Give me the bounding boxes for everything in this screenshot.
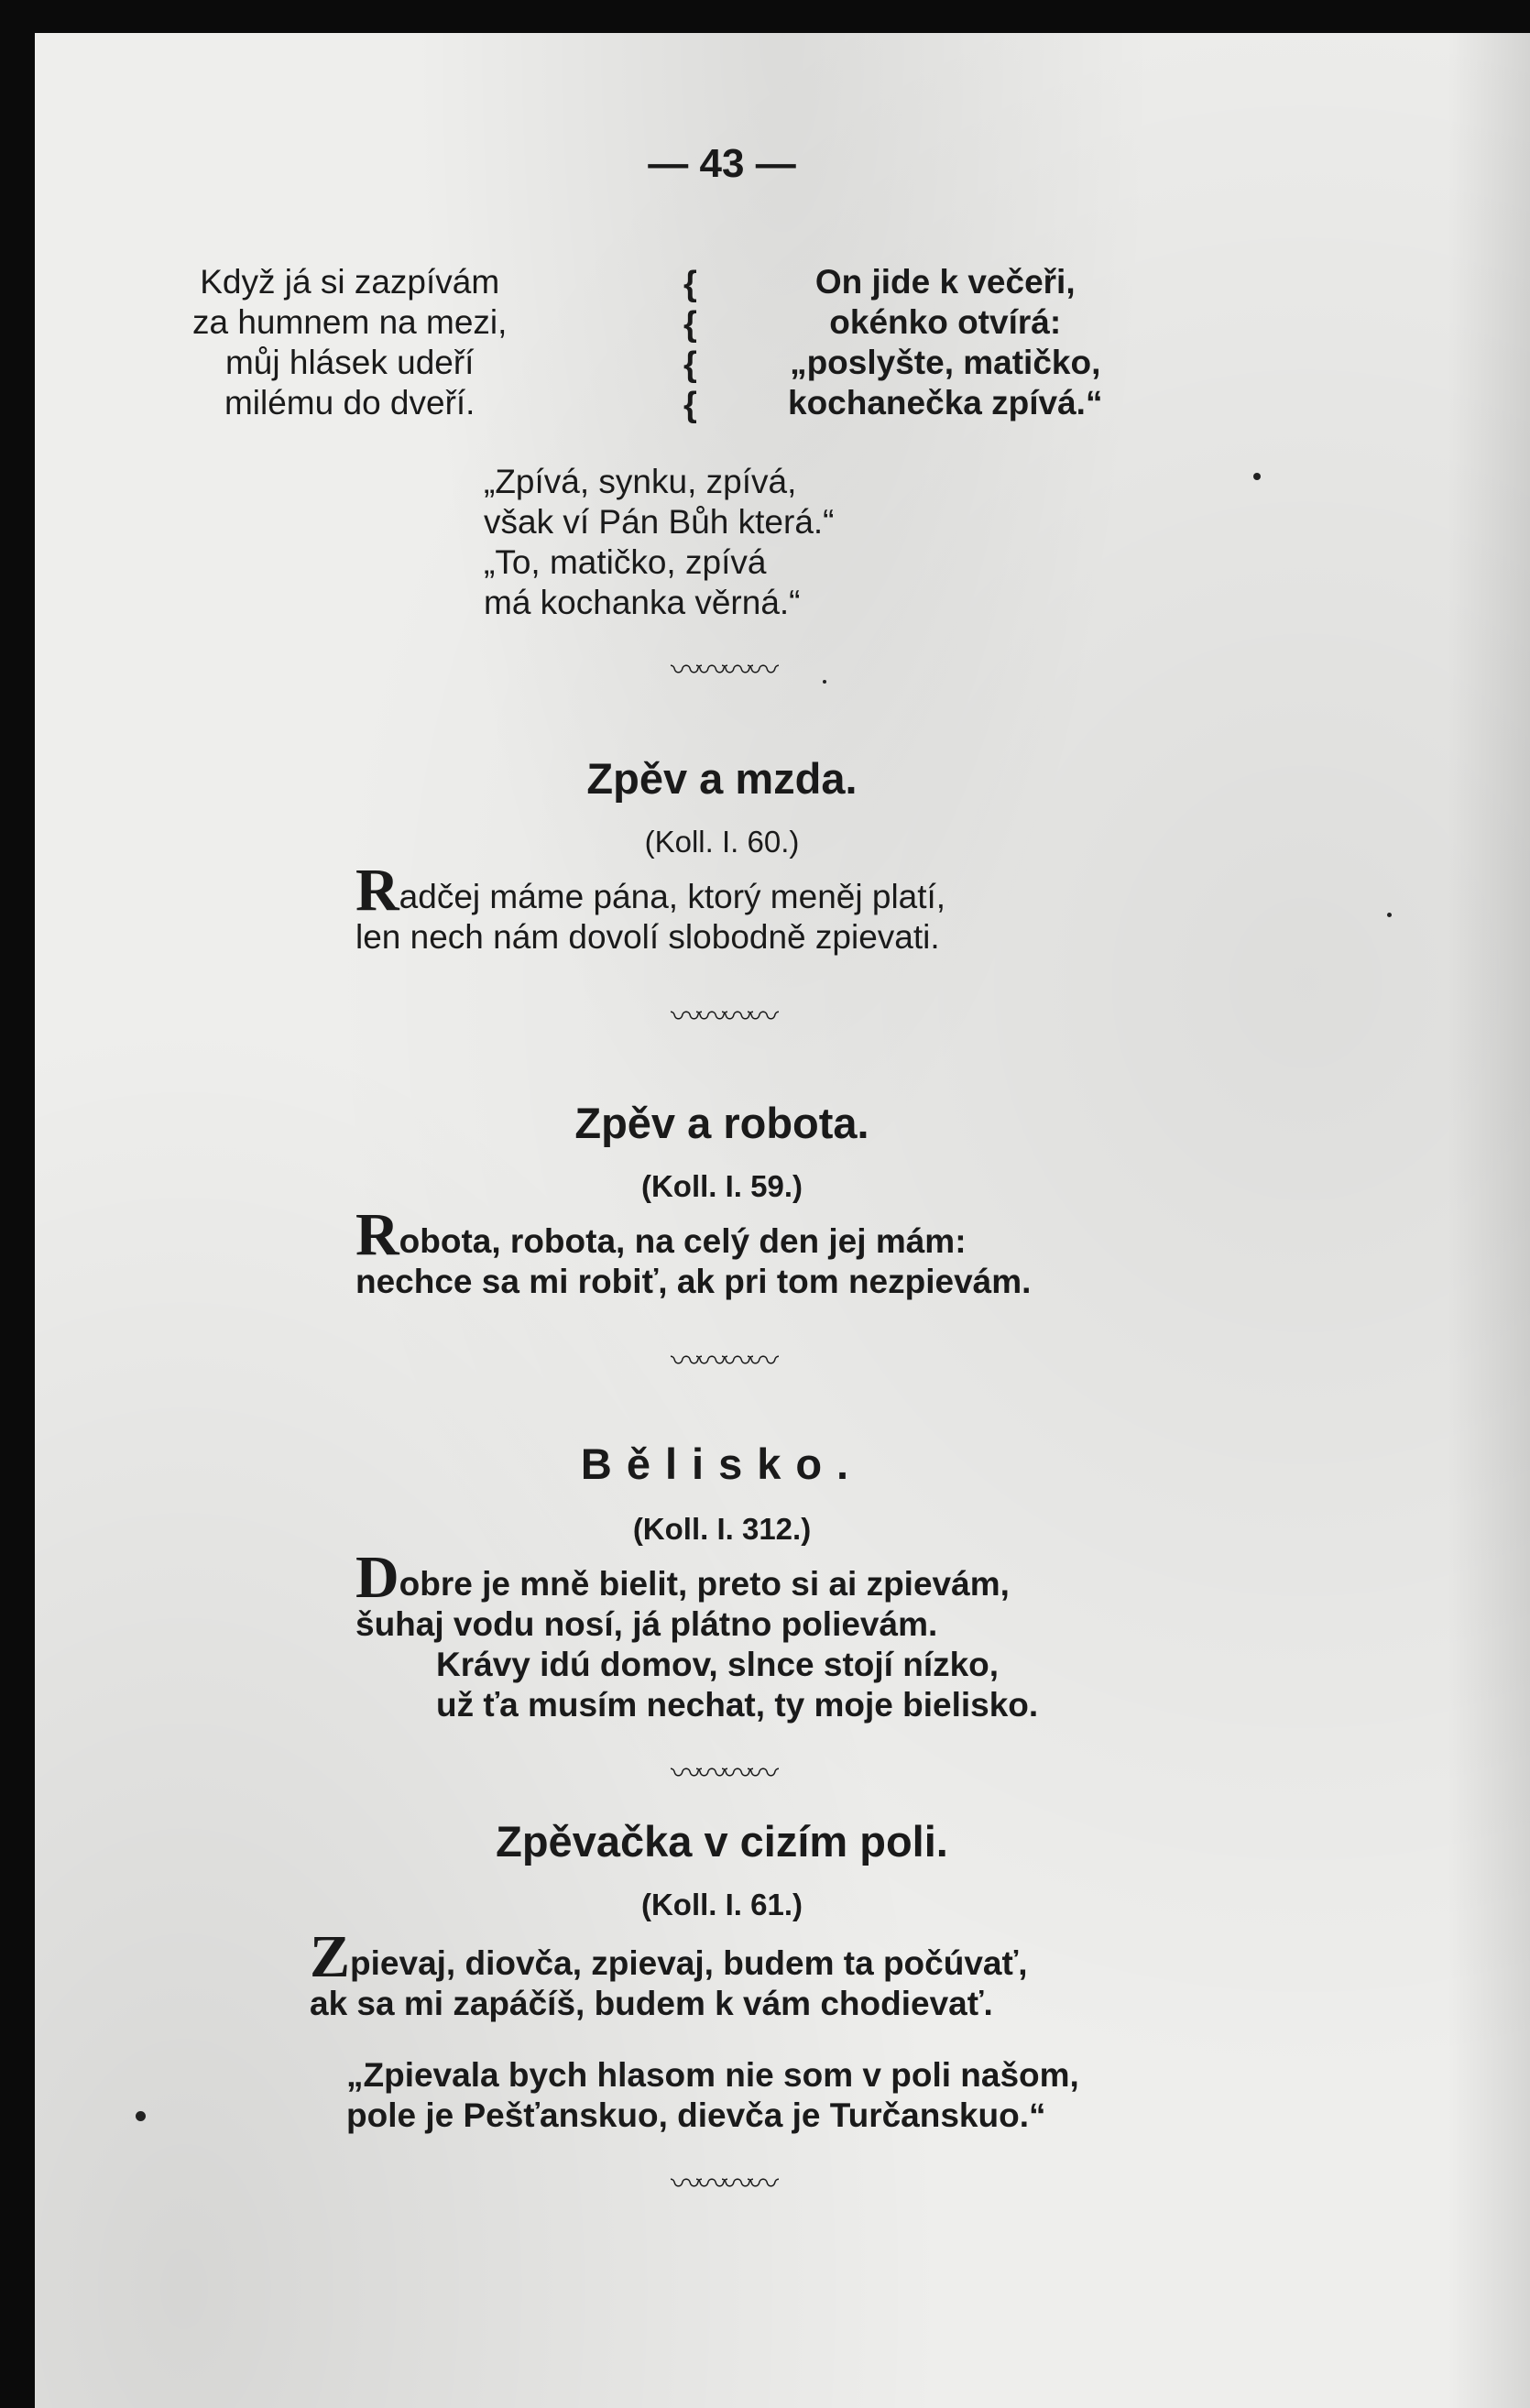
- section-text: [355, 1201, 1032, 1302]
- wavy-divider: 〰〰〰〰: [671, 999, 773, 1035]
- section-title: Zpěvačka v cizím poli.: [496, 1817, 948, 1866]
- verse-line: „Zpívá, synku, zpívá,: [484, 463, 797, 500]
- drop-cap: R: [355, 1201, 399, 1268]
- section-title: Zpěv a robota.: [574, 1099, 869, 1147]
- section-title: Zpěv a mzda.: [586, 754, 858, 803]
- verse-line: „poslyšte, matičko,: [790, 344, 1101, 381]
- verse-line: Když já si zazpívám: [200, 263, 500, 301]
- section-source: (Koll. I. 59.): [640, 1169, 803, 1203]
- verse-line: má kochanka věrná.“: [484, 584, 801, 621]
- section-source: (Koll. I. 61.): [640, 1888, 803, 1921]
- section-text: [355, 1544, 1039, 1725]
- verse-line: už ťa musím nechat, ty moje bielisko.: [436, 1686, 1039, 1724]
- wavy-divider: 〰〰〰〰: [671, 1343, 773, 1380]
- section-source: (Koll. I. 60.): [644, 825, 800, 859]
- section-text: [310, 1923, 1079, 2136]
- verse-line: šuhaj vodu nosí, já plátno polievám.: [355, 1605, 938, 1643]
- verse-line: za humnem na mezi,: [192, 303, 508, 341]
- page-number: — 43 —: [648, 141, 796, 186]
- verse-line: však ví Pán Bůh která.“: [484, 503, 835, 541]
- scan-speck: [1387, 913, 1392, 917]
- section-source: (Koll. I. 312.): [632, 1512, 812, 1546]
- section-title: Bělisko.: [580, 1439, 864, 1488]
- wavy-divider: 〰〰〰〰: [671, 652, 773, 689]
- verse-line: nechce sa mi robiť, ak pri tom nezpievám.: [355, 1263, 1032, 1300]
- verse-line: milému do dveří.: [224, 384, 475, 421]
- verse-line: pole je Pešťanskuo, dievča je Turčanskuo.“: [346, 2096, 1046, 2134]
- drop-cap: D: [355, 1544, 399, 1611]
- verse-line: adčej máme pána, ktorý meněj platí,: [399, 878, 946, 915]
- drop-cap: Z: [310, 1923, 351, 1990]
- poem-stanza: [484, 462, 835, 623]
- verse-line: okénko otvírá:: [829, 303, 1062, 341]
- verse-line: obre je mně bielit, preto si ai zpievám,: [399, 1565, 1010, 1603]
- verse-line: „To, matičko, zpívá: [484, 543, 767, 581]
- verse-line: obota, robota, na celý den jej mám:: [399, 1222, 967, 1260]
- wavy-divider: 〰〰〰〰: [671, 2166, 773, 2203]
- poem-left-column: [192, 262, 507, 423]
- verse-brace-ornament: { { { {: [683, 265, 697, 424]
- scan-speck: [136, 2111, 146, 2121]
- scan-speck: [823, 680, 826, 684]
- verse-line: „Zpievala bych hlasom nie som v poli našom,: [346, 2056, 1079, 2094]
- verse-line: pievaj, diovča, zpievaj, budem ta počúvať,: [350, 1944, 1028, 1982]
- verse-line: kochanečka zpívá.“: [788, 384, 1103, 421]
- page-shadow: [1448, 33, 1530, 2408]
- verse-line: ak sa mi zapáčíš, budem k vám chodievať.: [310, 1985, 993, 2022]
- verse-line: On jide k večeři,: [814, 263, 1076, 301]
- wavy-divider: 〰〰〰〰: [671, 1756, 773, 1792]
- verse-line: můj hlásek udeří: [224, 344, 475, 381]
- verse-line: Krávy idú domov, slnce stojí nízko,: [436, 1646, 1000, 1683]
- section-text: [355, 857, 946, 958]
- scan-speck: [1253, 473, 1261, 480]
- book-page: [35, 33, 1530, 2408]
- drop-cap: R: [355, 857, 399, 924]
- verse-line: len nech nám dovolí slobodně zpievati.: [355, 918, 940, 956]
- poem-right-column: [788, 262, 1102, 423]
